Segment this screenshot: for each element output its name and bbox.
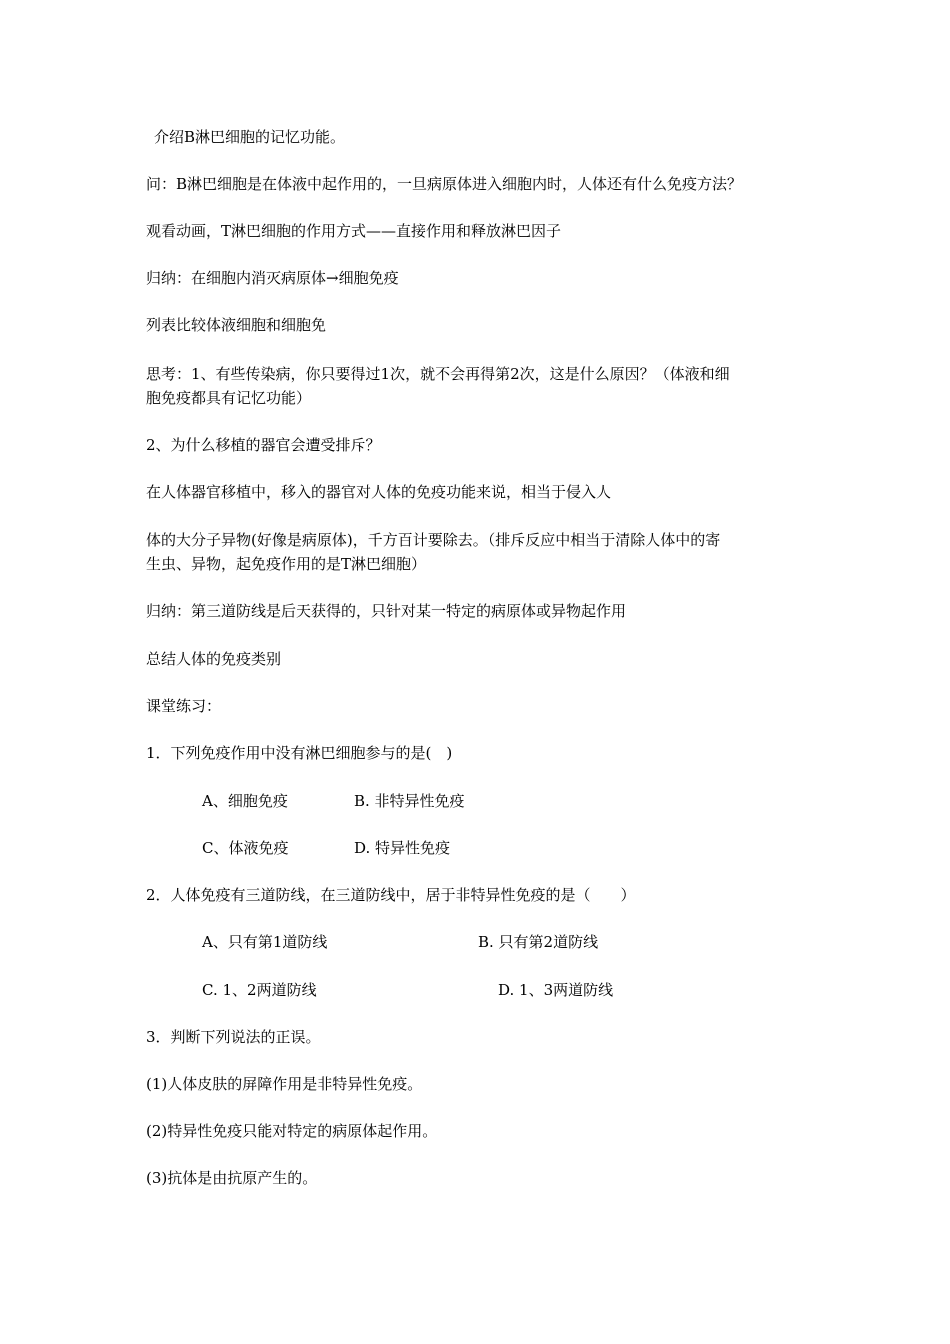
question-2-option-a: A、只有第1道防线 (202, 933, 328, 951)
paragraph: 问：B淋巴细胞是在体液中起作用的，一旦病原体进入细胞内时，人体还有什么免疫方法？ (146, 175, 743, 193)
question-2-stem: 2．人体免疫有三道防线，在三道防线中，居于非特异性免疫的是（ ） (146, 886, 636, 904)
paragraph: 胞免疫都具有记忆功能） (146, 389, 312, 407)
paragraph: 归纳：在细胞内消灭病原体→细胞免疫 (146, 269, 399, 287)
paragraph: 在人体器官移植中，移入的器官对人体的免疫功能来说，相当于侵入人 (146, 483, 612, 501)
paragraph: 介绍B淋巴细胞的记忆功能。 (154, 128, 346, 146)
question-3-statement-3: (3)抗体是由抗原产生的。 (146, 1169, 318, 1187)
paragraph: 总结人体的免疫类别 (146, 650, 282, 668)
question-2-option-d: D. 1、3两道防线 (498, 981, 614, 999)
question-1-option-b: B. 非特异性免疫 (354, 792, 465, 810)
paragraph: 归纳：第三道防线是后天获得的，只针对某一特定的病原体或异物起作用 (146, 602, 627, 620)
paragraph: 生虫、异物，起免疫作用的是T淋巴细胞） (146, 555, 427, 573)
paragraph: 体的大分子异物(好像是病原体)，千方百计要除去。（排斥反应中相当于清除人体中的寄 (146, 531, 721, 549)
paragraph: 思考：1、有些传染病，你只要得过1次，就不会再得第2次，这是什么原因？（体液和细 (146, 365, 730, 383)
paragraph: 2、为什么移植的器官会遭受排斥？ (146, 436, 381, 454)
question-1-option-a: A、细胞免疫 (202, 792, 288, 810)
question-3-statement-2: (2)特异性免疫只能对特定的病原体起作用。 (146, 1122, 438, 1140)
question-2-option-b: B. 只有第2道防线 (478, 933, 599, 951)
paragraph: 观看动画，T淋巴细胞的作用方式——直接作用和释放淋巴因子 (146, 222, 562, 240)
question-3-statement-1: (1)人体皮肤的屏障作用是非特异性免疫。 (146, 1075, 423, 1093)
question-1-stem: 1．下列免疫作用中没有淋巴细胞参与的是( ) (146, 744, 453, 762)
question-1-option-c: C、体液免疫 (202, 839, 289, 857)
question-3-stem: 3．判断下列说法的正误。 (146, 1028, 321, 1046)
question-2-option-c: C. 1、2两道防线 (202, 981, 317, 999)
paragraph: 课堂练习： (146, 697, 222, 715)
paragraph: 列表比较体液细胞和细胞免 (146, 316, 327, 334)
question-1-option-d: D. 特异性免疫 (354, 839, 451, 857)
